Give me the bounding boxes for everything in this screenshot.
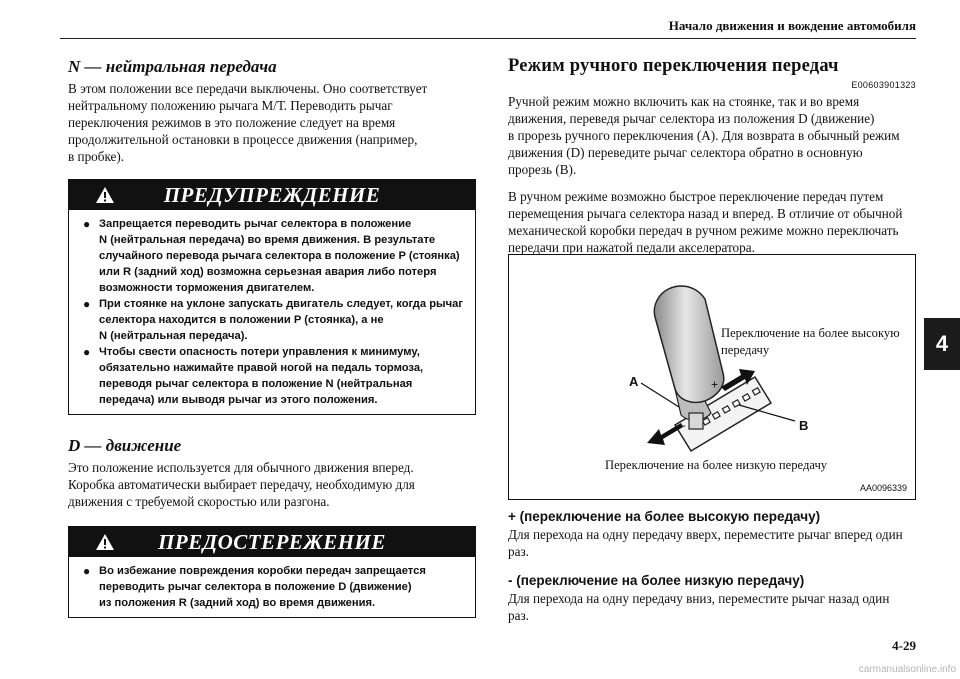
running-header: Начало движения и вождение автомобиля (668, 18, 916, 33)
upshift-paragraph (508, 526, 916, 560)
text-line: В ручном режиме возможно быстрое переключение передач путем (508, 189, 884, 204)
text-line: из положения R (задний ход) во время движения. (99, 597, 376, 609)
right-column (508, 56, 916, 256)
manual-mode-heading (508, 56, 916, 77)
text-line: Во избежание повреждения коробки передач запрещается (99, 565, 426, 577)
text-line: перемещения рычага селектора назад и вперед. В отличие от обычной (508, 206, 903, 221)
text-line: N (нейтральная передача). (99, 330, 248, 342)
bullet-icon: ● (83, 564, 91, 578)
downshift-heading: - (переключение на более низкую передачу) (508, 573, 805, 588)
section-title-manual: Режим ручного переключения передач (508, 56, 839, 76)
text-line: При стоянке на уклоне запускать двигатель следует, когда рычаг (99, 298, 463, 310)
text-line: в прорезь ручного переключения (A). Для возврата в обычный режим (508, 128, 900, 143)
text-line: Чтобы свести опасность потери управления к минимуму, (99, 346, 420, 358)
slot-a-label: A (629, 374, 639, 389)
caution-title: ПРЕДОСТЕРЕЖЕНИЕ (158, 529, 386, 554)
text-line: Для перехода на одну передачу вниз, переместите рычаг назад один (508, 591, 890, 606)
text-line: или R (задний ход) возможна серьезная авария либо потеря (99, 266, 437, 278)
left-column (68, 56, 476, 618)
text-line: движения (D) переведите рычаг селектора обратно в основную (508, 145, 863, 160)
watermark: carmanualsonline.info (858, 664, 956, 675)
text-line: в пробке). (68, 149, 125, 164)
text-line: Для перехода на одну передачу вверх, переместите рычаг вперед один (508, 527, 903, 542)
plus-symbol: + (711, 378, 719, 392)
text-line: переключения режимов в это положение следует на время (68, 115, 396, 130)
text-line: переводить рычаг селектора в положение D (движение) (99, 581, 412, 593)
page-number: 4-29 (892, 638, 916, 653)
warning-item (83, 344, 465, 408)
chapter-tab[interactable]: 4 (924, 318, 960, 370)
caution-item (83, 563, 465, 611)
header-rule (60, 38, 916, 39)
text-line: Ручной режим можно включить как на стоянке, так и во время (508, 94, 860, 109)
text-line: Переключение на более высокую (721, 326, 900, 340)
text-line: Это положение используется для обычного движения вперед. (68, 460, 414, 475)
upshift-label (721, 325, 900, 359)
text-line: передачи при нажатой педали акселератора. (508, 240, 755, 255)
text-line: Запрещается переводить рычаг селектора в положение (99, 218, 412, 230)
text-line: В этом положении все передачи выключены. Оно соответствует (68, 81, 428, 96)
manual-shift-instructions (508, 508, 916, 624)
section-code: E00603901323 (851, 80, 916, 90)
caution-header (69, 527, 475, 557)
text-line: нейтральному положению рычага М/Т. Переводить рычаг (68, 98, 393, 113)
warning-triangle-icon (95, 533, 115, 551)
text-line: движения, переведя рычаг селектора из положения D (движение) (508, 111, 875, 126)
text-line: переводя рычаг селектора в положение N (нейтральная (99, 378, 413, 390)
text-line: Коробка автоматически выбирает передачу, необходимую для (68, 477, 415, 492)
downshift-label: Переключение на более низкую передачу (605, 458, 828, 472)
warning-item (83, 216, 465, 296)
warning-item (83, 296, 465, 344)
bullet-icon: ● (83, 297, 91, 311)
text-line: механической коробки передач в ручном режиме можно переключать (508, 223, 899, 238)
figure-code: AA0096339 (859, 483, 907, 493)
section-title-drive: D — движение (68, 436, 182, 455)
slot-b-label: B (799, 418, 809, 433)
minus-symbol: – (679, 418, 686, 432)
text-line: N (нейтральная передача) во время движения. В результате (99, 234, 436, 246)
warning-triangle-icon (95, 186, 115, 204)
warning-body (69, 210, 475, 414)
text-line: передачу (721, 343, 770, 357)
warning-title: ПРЕДУПРЕЖДЕНИЕ (163, 182, 381, 207)
shift-lever-figure (508, 254, 916, 500)
text-line: движения с требуемой скоростью или разгона. (68, 494, 330, 509)
bullet-icon: ● (83, 345, 91, 359)
text-line: раз. (508, 544, 529, 559)
bullet-icon: ● (83, 217, 91, 231)
warning-header (69, 180, 475, 210)
warning-box (68, 179, 476, 415)
upshift-heading: + (переключение на более высокую передачу) (508, 509, 821, 524)
drive-paragraph (68, 459, 476, 510)
caution-body (69, 557, 475, 617)
text-line: продолжительной остановки в процессе движения (например, (68, 132, 418, 147)
text-line: возможности торможения двигателем. (99, 282, 315, 294)
caution-box (68, 526, 476, 618)
text-line: селектора находится в положении P (стоянка), а не (99, 314, 384, 326)
downshift-paragraph (508, 590, 916, 624)
text-line: передача) или выводя рычаг из этого положения. (99, 394, 378, 406)
text-line: прорезь (B). (508, 162, 577, 177)
text-line: обязательно нажимайте правой ногой на педаль тормоза, (99, 362, 424, 374)
text-line: раз. (508, 608, 529, 623)
manual-paragraph-1 (508, 93, 916, 178)
manual-paragraph-2 (508, 188, 916, 256)
section-title-neutral: N — нейтральная передача (68, 57, 277, 76)
neutral-paragraph (68, 80, 476, 165)
text-line: случайного перевода рычага селектора в положение P (стоянка) (99, 250, 460, 262)
